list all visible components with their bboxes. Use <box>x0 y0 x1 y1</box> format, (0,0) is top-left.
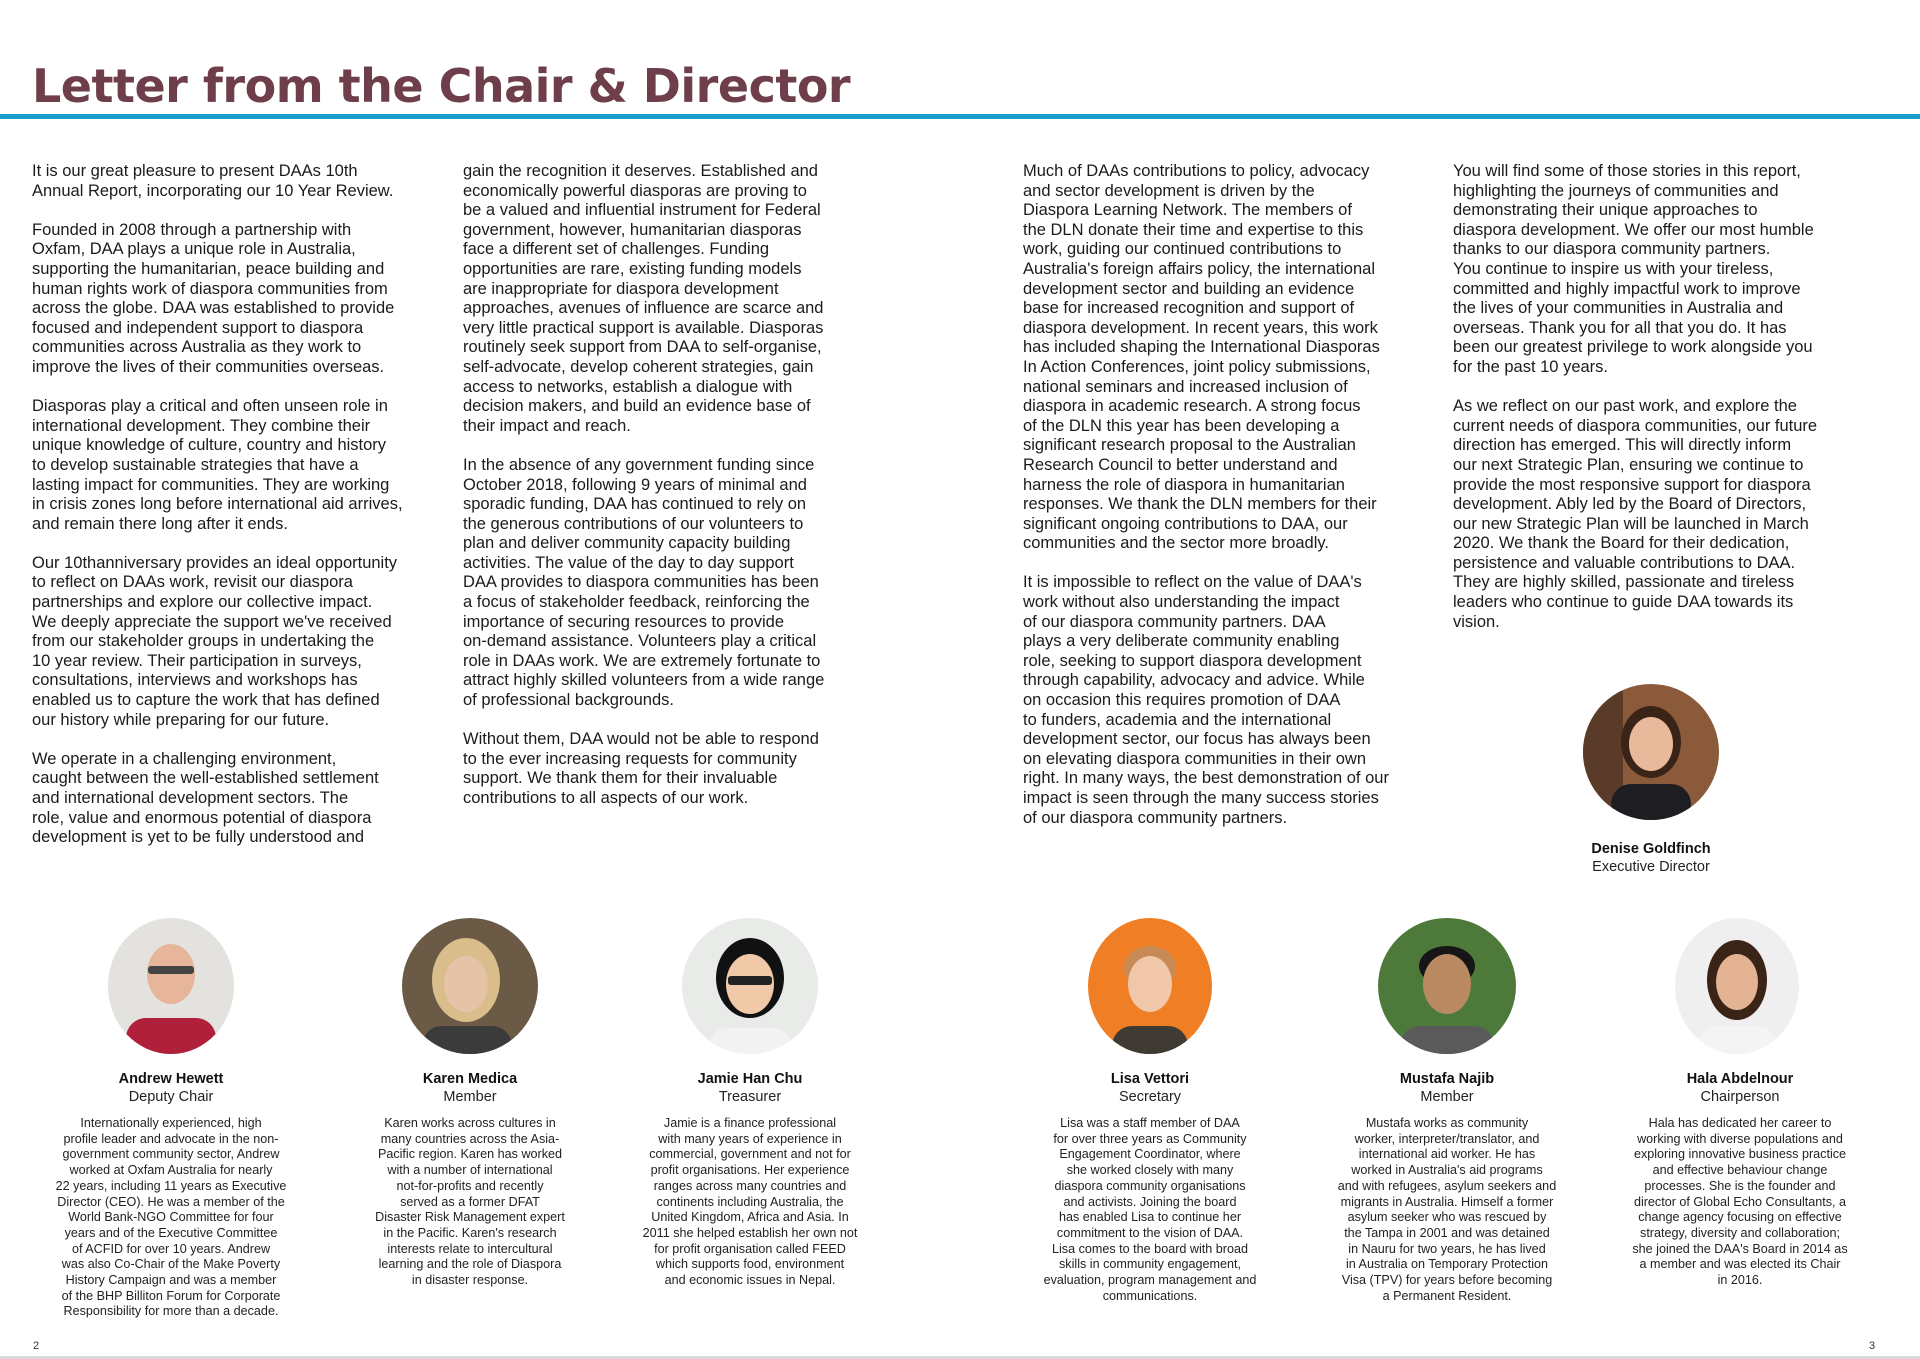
member-name: Jamie Han Chu <box>697 1071 803 1087</box>
board-member-card <box>1600 1070 1880 1289</box>
director-role: Executive Director <box>1592 859 1710 875</box>
board-member-card <box>330 1070 610 1289</box>
member-name: Mustafa Najib <box>1399 1071 1495 1087</box>
member-photo <box>682 918 818 1054</box>
paragraph: Much of DAAs contributions to policy, advocacy and sector development is driven by the Diaspora Learning Network. The members of the DLN donate their time and expertise to this work, guiding our continued contributions to Australia's foreign affairs policy, the international development sector and building an evidence base for increased recognition and support of diaspora development. In recent years, this work has included shaping the International Diasporas In Action Conferences, joint policy submissions, national seminars and increased inclusion of diaspora in academic research. A strong focus of the DLN this year has been developing a significant research proposal to the Australian Research Council to better understand and harness the role of diaspora in humanitarian responses. We thank the DLN members for their significant ongoing contributions to DAA, our communities and the sector more broadly. <box>1023 162 1380 553</box>
member-role: Member <box>1420 1089 1474 1105</box>
paragraph: Our 10thanniversary provides an ideal opportunity to reflect on DAAs work, revisit our diaspora partnerships and explore our collective impact. We deeply appreciate the support we've received from our stakeholder groups in undertaking the 10 year review. Their participation in surveys, consultations, interviews and workshops has enabled us to capture the work that has defined our history while preparing for our future. <box>32 553 398 729</box>
member-bio: Karen works across cultures in many countries across the Asia- Pacific region. Karen has worked with a number of international not-for-profits and recently served as a former DFAT Disaster Risk Management expert in the Pacific. Karen's research interests relate to intercultural learning and the role of Diaspora in disaster response. <box>375 1116 565 1288</box>
member-role: Secretary <box>1118 1089 1182 1105</box>
member-photo <box>1675 918 1799 1054</box>
paragraph: In the absence of any government funding since October 2018, following 9 years of minimal and sporadic funding, DAA has continued to rely on the generous contributions of our volunteers to plan and deliver community capacity building activities. The value of the day to day support DAA provides to diaspora communities has been a focus of stakeholder feedback, reinforcing the importance of securing resources to provide on-demand assistance. Volunteers play a critical role in DAAs work. We are extremely fortunate to attract highly skilled volunteers from a wide range of professional backgrounds. <box>463 455 825 710</box>
page-number-right: 3 <box>1869 1340 1876 1352</box>
letter-column-4 <box>1453 162 1873 652</box>
member-bio: Internationally experienced, high profile leader and advocate in the non- government community sector, Andrew worked at Oxfam Australia for nearly 22 years, including 11 years as Executive Director (CEO). He was a member of the World Bank-NGO Committee for four years and of the Executive Committee of ACFID for over 10 years. Andrew was also Co-Chair of the Make Poverty History Campaign and was a member of the BHP Billiton Forum for Corporate Responsibility for more than a decade. <box>55 1116 287 1319</box>
member-photo <box>1378 918 1516 1054</box>
paragraph: Founded in 2008 through a partnership with Oxfam, DAA plays a unique role in Australia, supporting the humanitarian, peace building and human rights work of diaspora communities from across the globe. DAA was established to provide focused and independent support to diaspora communities across Australia as they work to improve the lives of their communities overseas. <box>32 220 395 376</box>
paragraph: gain the recognition it deserves. Established and economically powerful diasporas are proving to be a valued and influential instrument for Federal government, however, humanitarian diasporas face a different set of challenges. Funding opportunities are rare, existing funding models are inappropriate for diaspora development approaches, avenues of influence are scarce and very little practical support is available. Diasporas routinely seek support from DAA to self-organise, self-advocate, develop coherent strategies, gain access to networks, establish a dialogue with decision makers, and build an evidence base of their impact and reach. <box>463 162 824 435</box>
director-name: Denise Goldfinch <box>1591 841 1711 857</box>
member-bio: Hala has dedicated her career to working with diverse populations and exploring innovative business practice and effective behaviour change processes. She is the founder and director of Global Echo Consultants, a change agency focusing on effective strategy, diversity and collaboration; she joined the DAA's Board in 2014 as a member and was elected its Chair in 2016. <box>1632 1116 1848 1288</box>
member-bio: Lisa was a staff member of DAA for over three years as Community Engagement Coordinator, where she worked closely with many diaspora community organisations and activists. Joining the board has enabled Lisa to continue her commitment to the vision of DAA. Lisa comes to the board with broad skills in community engagement, evaluation, program management and communications. <box>1043 1116 1257 1303</box>
letter-column-1 <box>32 162 452 867</box>
director-caption <box>1500 840 1802 876</box>
member-photo <box>1088 918 1212 1054</box>
board-member-card <box>1010 1070 1290 1304</box>
member-photo <box>108 918 234 1054</box>
paragraph: As we reflect on our past work, and explore the current needs of diaspora communities, our future direction has emerged. This will directly inform our next Strategic Plan, ensuring we continue to provide the most responsive support for diaspora development. Ably led by the Board of Directors, our new Strategic Plan will be launched in March 2020. We thank the Board for their dedication, persistence and valuable contributions to DAA. They are highly skilled, passionate and tireless leaders who continue to guide DAA towards its vision. <box>1453 397 1818 631</box>
board-member-card <box>1307 1070 1587 1304</box>
member-name: Hala Abdelnour <box>1686 1071 1794 1087</box>
letter-column-3 <box>1023 162 1443 848</box>
member-bio: Mustafa works as community worker, interpreter/translator, and international aid worker. He has worked in Australia's aid programs and with refugees, asylum seekers and migrants in Australia. Himself a former asylum seeker who was rescued by the Tampa in 2001 and was detained in Nauru for two years, he has lived in Australia on Temporary Protection Visa (TPV) for years before becoming a Permanent Resident. <box>1337 1116 1557 1303</box>
board-member-card <box>30 1070 312 1320</box>
member-name: Karen Medica <box>422 1071 518 1087</box>
member-role: Deputy Chair <box>128 1089 214 1105</box>
member-role: Treasurer <box>718 1089 782 1105</box>
letter-column-2 <box>463 162 883 828</box>
member-name: Lisa Vettori <box>1110 1071 1190 1087</box>
paragraph: It is our great pleasure to present DAAs 10th Annual Report, incorporating our 10 Year Review. <box>32 162 394 200</box>
director-photo <box>1583 684 1719 820</box>
paragraph: We operate in a challenging environment, caught between the well-established settlement and international development sectors. The role, value and enormous potential of diaspora development is yet to be fully understood and <box>32 749 379 847</box>
member-role: Member <box>443 1089 497 1105</box>
member-bio: Jamie is a finance professional with many years of experience in commercial, government and not for profit organisations. Her experience ranges across many countries and continents including Australia, the United Kingdom, Africa and Asia. In 2011 she helped establish her own not for profit organisation called FEED which supports food, environment and economic issues in Nepal. <box>642 1116 858 1288</box>
member-role: Chairperson <box>1700 1089 1780 1105</box>
paragraph: It is impossible to reflect on the value of DAA's work without also understanding the impact of our diaspora community partners. DAA plays a very deliberate community enabling role, seeking to support diaspora development through capability, advocacy and advice. While on occasion this requires promotion of DAA to funders, academia and the international development sector, our focus has always been on elevating diaspora communities in their own right. In many ways, the best demonstration of our impact is seen through the many success stories of our diaspora community partners. <box>1023 573 1389 827</box>
board-member-card <box>610 1070 890 1289</box>
page-title: Letter from the Chair & Director <box>32 59 851 113</box>
title-rule <box>0 114 1920 119</box>
member-name: Andrew Hewett <box>118 1071 224 1087</box>
member-photo <box>402 918 538 1054</box>
page-number-left: 2 <box>33 1340 40 1352</box>
paragraph: Without them, DAA would not be able to respond to the ever increasing requests for community support. We thank them for their invaluable contributions to all aspects of our work. <box>463 730 819 807</box>
paragraph: Diasporas play a critical and often unseen role in international development. They combine their unique knowledge of culture, country and history to develop sustainable strategies that have a lasting impact for communities. They are working in crisis zones long before international aid arrives, and remain there long after it ends. <box>32 397 403 533</box>
paragraph: You will find some of those stories in this report, highlighting the journeys of communities and demonstrating their unique approaches to diaspora development. We offer our most humble thanks to our diaspora community partners. You continue to inspire us with your tireless, committed and highly impactful work to improve the lives of your communities in Australia and overseas. Thank you for all that you do. It has been our greatest privilege to work alongside you for the past 10 years. <box>1453 162 1814 376</box>
